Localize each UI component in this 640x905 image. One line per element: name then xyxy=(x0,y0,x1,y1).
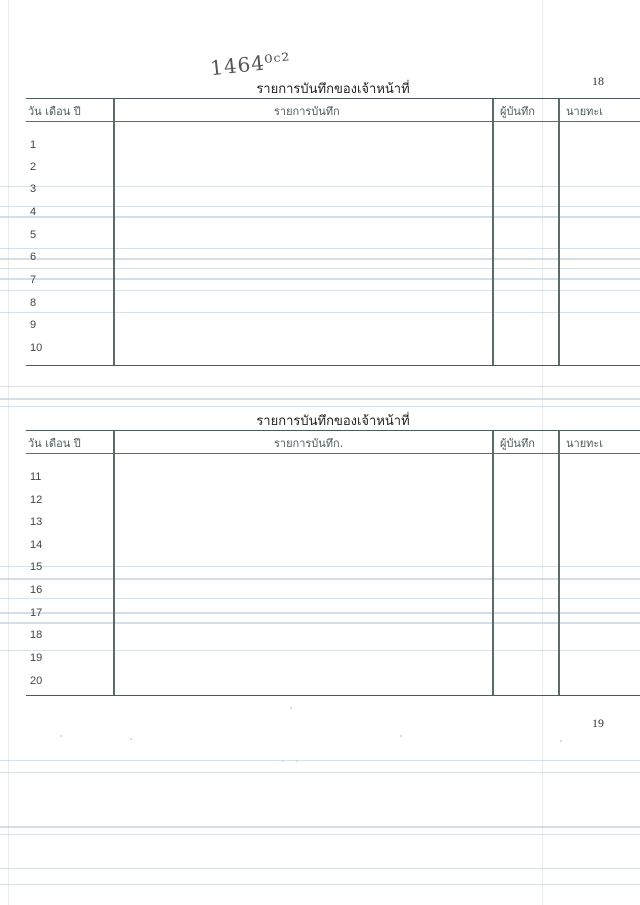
scan-speck xyxy=(282,760,284,762)
row-number: 16 xyxy=(30,584,43,596)
scan-margin-line xyxy=(8,0,9,905)
top-log-form xyxy=(26,74,640,374)
bottom-log-form xyxy=(26,406,640,706)
row-number: 15 xyxy=(30,561,43,573)
row-number: 10 xyxy=(30,342,43,354)
log-table xyxy=(26,98,640,366)
header-recorder: ผู้บันทึก xyxy=(500,105,535,118)
row-number: 1 xyxy=(30,139,37,151)
row-number: 17 xyxy=(30,607,43,619)
scan-artifact-line xyxy=(0,868,640,869)
row-number: 11 xyxy=(30,471,42,483)
scan-artifact-line xyxy=(0,826,640,828)
header-recorder: ผู้บันทึก xyxy=(500,437,535,450)
section-title: รายการบันทึกของเจ้าหน้าที่ xyxy=(256,82,410,97)
scan-speck xyxy=(130,738,132,740)
row-number: 7 xyxy=(30,274,37,286)
header-date: วัน เดือน ปี xyxy=(28,105,81,118)
scan-artifact-line xyxy=(0,386,640,387)
scan-speck xyxy=(296,760,298,762)
row-number: 18 xyxy=(30,629,43,641)
scan-artifact-line xyxy=(0,834,640,835)
scan-speck xyxy=(560,740,562,742)
row-number: 6 xyxy=(30,251,37,263)
row-number: 20 xyxy=(30,675,43,687)
column-divider xyxy=(113,99,115,365)
row-number: 19 xyxy=(30,652,43,664)
section-title: รายการบันทึกของเจ้าหน้าที่ xyxy=(256,414,410,429)
scan-artifact-line xyxy=(0,884,640,885)
column-divider xyxy=(492,431,494,695)
log-table xyxy=(26,430,640,696)
scan-artifact-line xyxy=(0,772,640,773)
header-registrar: นายทะเ xyxy=(566,437,604,450)
header-entry: รายการบันทึก xyxy=(274,105,340,118)
row-number: 5 xyxy=(30,229,37,241)
column-divider xyxy=(558,431,560,695)
row-number: 9 xyxy=(30,319,37,331)
scan-artifact-line xyxy=(0,398,640,400)
page-number-top: 18 xyxy=(592,74,604,88)
scan-speck xyxy=(290,707,292,709)
scan-speck xyxy=(60,735,62,737)
header-registrar: นายทะเ xyxy=(566,105,604,118)
row-number: 8 xyxy=(30,297,37,309)
table-header xyxy=(26,99,640,122)
row-number: 12 xyxy=(30,494,43,506)
column-divider xyxy=(558,99,560,365)
scan-speck xyxy=(400,735,402,737)
column-divider xyxy=(113,431,115,695)
column-divider xyxy=(492,99,494,365)
row-number: 3 xyxy=(30,183,37,195)
handwritten-note: 1464⁰ᶜ² xyxy=(208,47,292,81)
row-number: 14 xyxy=(30,539,43,551)
page-number-bottom: 19 xyxy=(592,716,604,730)
table-header xyxy=(26,431,640,454)
row-number: 2 xyxy=(30,161,37,173)
row-number: 13 xyxy=(30,516,43,528)
header-entry: รายการบันทึก. xyxy=(274,437,344,450)
header-date: วัน เดือน ปี xyxy=(28,437,81,450)
row-number: 4 xyxy=(30,206,37,218)
scan-artifact-line xyxy=(0,760,640,761)
